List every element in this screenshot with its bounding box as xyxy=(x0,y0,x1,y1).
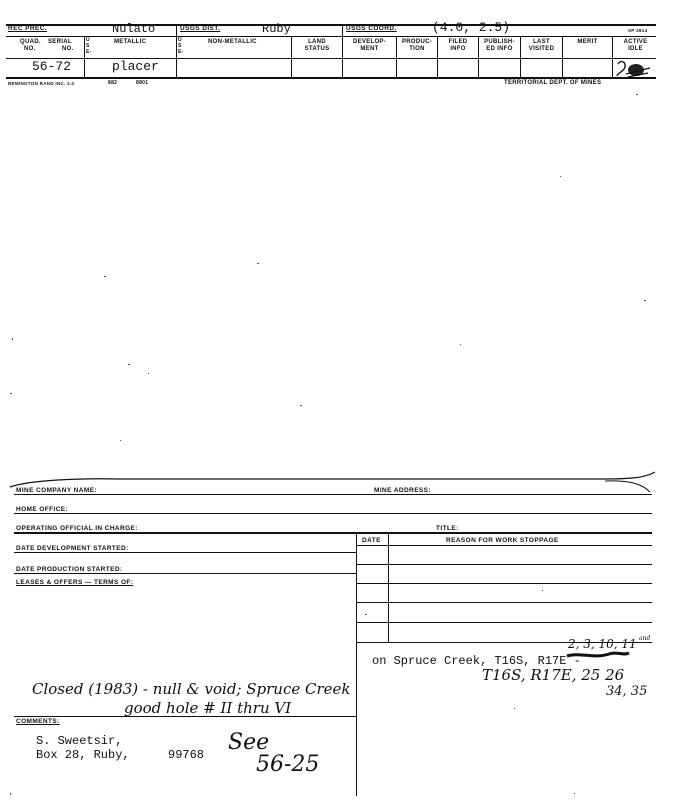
table-row-1 xyxy=(356,564,652,565)
form-id: SP 2814 xyxy=(628,28,648,33)
table-row-4 xyxy=(356,622,652,623)
col-use-1: U S E- xyxy=(86,37,92,55)
table-header-rule xyxy=(356,545,652,546)
sep-rec-usgs xyxy=(176,24,177,36)
rec-prec-value: Nulato xyxy=(112,22,156,36)
table-row-3 xyxy=(356,602,652,603)
home-office-label: HOME OFFICE: xyxy=(16,506,69,513)
sep-col-2 xyxy=(176,36,177,77)
usgs-coord-value: (4.0, 2.5) xyxy=(432,20,511,35)
rule-date-prod xyxy=(14,573,356,574)
closed-note-line-2: good hole # II thru VI xyxy=(124,699,292,717)
col-production: PRODUC- TION xyxy=(401,39,433,52)
owner-name: S. Sweetsir, xyxy=(36,734,123,748)
mine-company-label: MINE COMPANY NAME: xyxy=(16,487,97,494)
footer-num-2: 8801 xyxy=(136,80,149,86)
leases-label: LEASES & OFFERS — TERMS OF: xyxy=(16,579,134,586)
col-quad: QUAD. xyxy=(20,39,41,45)
col-nonmetallic: NON-METALLIC xyxy=(208,39,257,45)
rule-operating xyxy=(14,532,652,534)
col-active-idle: ACTIVE IDLE xyxy=(623,39,648,52)
owner-zip: 99768 xyxy=(168,748,205,762)
rule-home-office xyxy=(14,513,652,514)
col-no-2: NO. xyxy=(62,46,74,52)
date-development-label: DATE DEVELOPMENT STARTED: xyxy=(16,545,129,552)
usgs-dist-label: USGS DIST. xyxy=(180,25,221,32)
location-handwritten-2: 34, 35 xyxy=(606,684,648,699)
header-top-rule xyxy=(6,24,656,26)
rule-mine-company xyxy=(14,494,652,495)
title-label: TITLE: xyxy=(436,525,459,532)
comments-label: COMMENTS: xyxy=(16,718,60,725)
table-left-border xyxy=(356,532,357,796)
sep-dist-coord xyxy=(342,24,343,36)
see-note-line-1: See xyxy=(228,730,270,755)
usgs-dist-value: Ruby xyxy=(262,22,291,36)
strikethrough-mark xyxy=(565,648,631,662)
table-row-2 xyxy=(356,583,652,584)
col-filed-info: FILED INFO xyxy=(448,39,468,52)
metallic-value: placer xyxy=(112,59,159,74)
active-idle-stamp-mark xyxy=(614,58,654,80)
header-columns-rule xyxy=(6,36,656,37)
col-development: DEVELOP- MENT xyxy=(352,39,387,52)
serial-value: 56-72 xyxy=(32,59,72,74)
sections-handwritten: 2, 3, 10, 11 xyxy=(568,637,637,651)
operating-official-label: OPERATING OFFICIAL IN CHARGE: xyxy=(16,525,138,532)
footer-num-1: 882 xyxy=(108,80,118,86)
col-land-status: LAND STATUS xyxy=(304,39,330,52)
col-published-info: PUBLISH- ED INFO xyxy=(484,39,515,52)
location-handwritten: T16S, R17E, 25 26 xyxy=(482,666,625,684)
col-no-1: NO. xyxy=(24,46,36,52)
reason-column-header: REASON FOR WORK STOPPAGE xyxy=(446,537,559,544)
rule-date-dev xyxy=(14,552,356,553)
rec-prec-label: REC PREC. xyxy=(8,25,47,32)
table-date-divider xyxy=(388,532,389,642)
mine-address-label: MINE ADDRESS: xyxy=(374,487,431,494)
date-production-label: DATE PRODUCTION STARTED: xyxy=(16,566,123,573)
sections-sup: and xyxy=(639,635,651,642)
owner-address: Box 28, Ruby, xyxy=(36,748,130,762)
closed-note-line-1: Closed (1983) - null & void; Spruce Creek xyxy=(32,680,351,698)
header-values-rule xyxy=(6,58,656,59)
col-merit: MERIT xyxy=(577,39,598,45)
location-typed: on Spruce Creek, T16S, R17E - xyxy=(372,654,581,668)
card-top-edge xyxy=(0,466,678,496)
usgs-coord-label: USGS COORD. xyxy=(346,25,397,32)
see-note-line-2: 56-25 xyxy=(256,752,320,777)
header-bottom-rule xyxy=(6,77,656,79)
footer-right: TERRITORIAL DEPT. OF MINES xyxy=(504,80,602,86)
col-serial: SERIAL xyxy=(48,39,72,45)
sep-col-1 xyxy=(84,36,85,77)
col-last-visited: LAST VISITED xyxy=(528,39,555,52)
footer-left: REMINGTON RAND INC. 2.0 xyxy=(8,81,75,86)
col-metallic: METALLIC xyxy=(114,39,147,45)
col-use-2: U S E- xyxy=(178,37,184,55)
date-column-header: DATE xyxy=(362,537,381,544)
